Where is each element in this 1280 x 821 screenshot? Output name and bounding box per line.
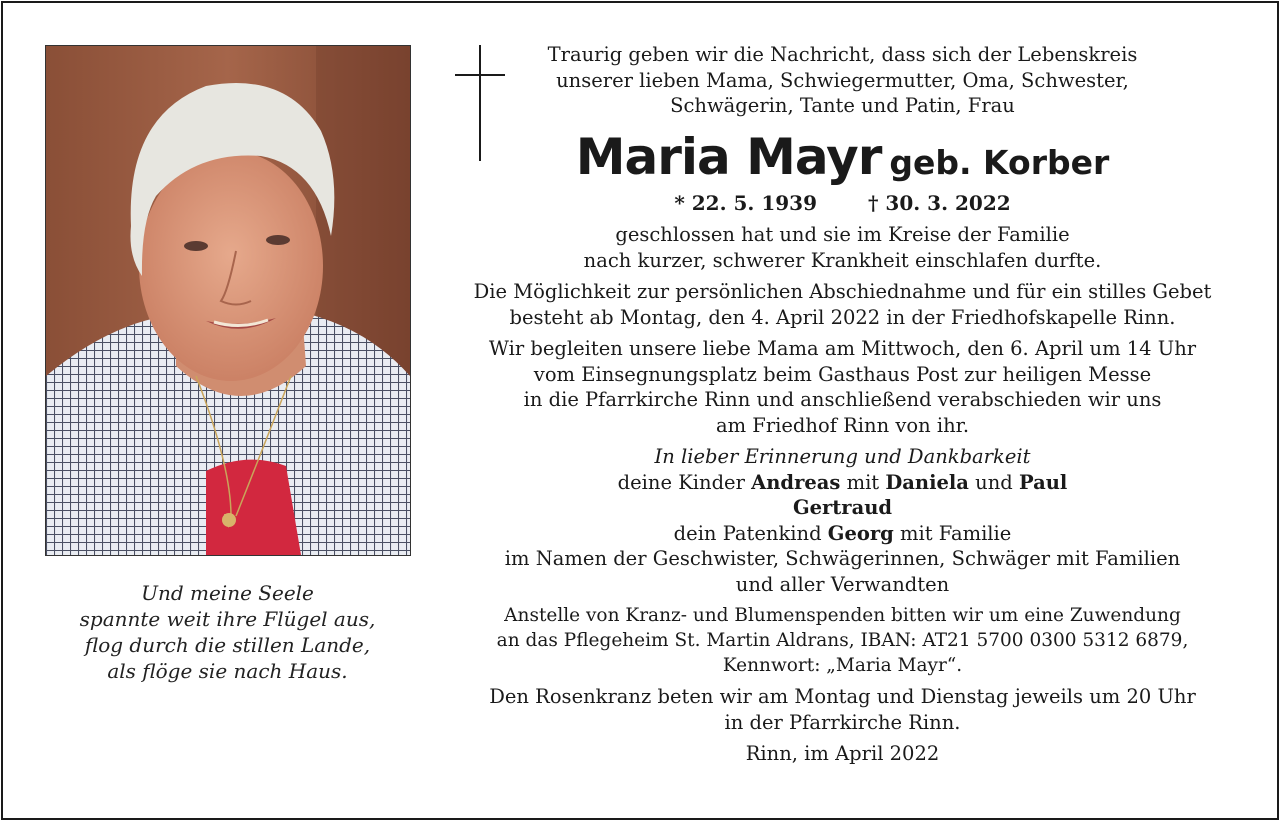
funeral-line: in die Pfarrkirche Rinn und anschließend verabschieden wir uns: [523, 388, 1162, 411]
intro-line: unserer lieben Mama, Schwiegermutter, Oma, Schwester,: [556, 68, 1129, 92]
godchild-suffix: mit Familie: [899, 521, 1012, 545]
rosary-line: in der Pfarrkirche Rinn.: [724, 710, 961, 734]
death-text-line: nach kurzer, schwerer Krankheit einschlafen durfte.: [583, 248, 1102, 272]
birth-date: * 22. 5. 1939: [674, 190, 818, 215]
intro-line: Schwägerin, Tante und Patin, Frau: [670, 94, 1015, 117]
obituary-text: [440, 42, 1245, 767]
death-date: † 30. 3. 2022: [867, 190, 1011, 215]
life-dates: [440, 191, 1245, 217]
remembrance-line: In lieber Erinnerung und Dankbarkeit: [654, 445, 1031, 468]
poem-line: als flöge sie nach Haus.: [107, 659, 348, 683]
with-word: mit: [846, 470, 880, 494]
funeral-line: Wir begleiten unsere liebe Mama am Mittwoch, den 6. April um 14 Uhr: [488, 337, 1197, 360]
donation-line: Kennwort: „Maria Mayr“.: [722, 655, 963, 676]
donation-line: Anstelle von Kranz- und Blumenspenden bitten wir um eine Zuwendung: [504, 605, 1181, 626]
relatives-line: und aller Verwandten: [735, 572, 950, 596]
portrait-illustration: [46, 46, 410, 555]
farewell-line: Die Möglichkeit zur persönlichen Abschiednahme und für ein stilles Gebet: [473, 280, 1212, 303]
child-name: Paul: [1018, 470, 1068, 494]
death-text-line: geschlossen hat und sie im Kreise der Familie: [615, 223, 1070, 246]
place-date: Rinn, im April 2022: [745, 742, 940, 765]
children-line: [440, 470, 1245, 496]
godchild-line: [440, 521, 1245, 547]
poem: [40, 580, 415, 684]
poem-line: flog durch die stillen Lande,: [84, 633, 371, 657]
deceased-name: [440, 125, 1245, 189]
and-word: und: [975, 470, 1013, 494]
godchild-name: Georg: [827, 521, 894, 545]
name-main: Maria Mayr: [575, 127, 882, 186]
siblings-line: im Namen der Geschwister, Schwägerinnen, Schwäger mit Familien: [504, 547, 1181, 570]
funeral-line: am Friedhof Rinn von ihr.: [715, 413, 970, 437]
children-prefix: deine Kinder: [617, 470, 745, 494]
farewell-line: besteht ab Montag, den 4. April 2022 in der Friedhofskapelle Rinn.: [509, 305, 1176, 329]
rosary-line: Den Rosenkranz beten wir am Montag und Dienstag jeweils um 20 Uhr: [489, 685, 1196, 708]
poem-line: spannte weit ihre Flügel aus,: [79, 607, 376, 631]
donation-line: an das Pflegeheim St. Martin Aldrans, IBAN: AT21 5700 0300 5312 6879,: [496, 630, 1189, 651]
child-name: Gertraud: [792, 496, 893, 519]
partner-name: Daniela: [885, 470, 969, 494]
godchild-prefix: dein Patenkind: [673, 521, 822, 545]
child-name: Andreas: [751, 470, 841, 494]
child-line: [440, 495, 1245, 521]
portrait-photo: [45, 45, 411, 556]
intro-line: Traurig geben wir die Nachricht, dass sich der Lebenskreis: [547, 43, 1138, 66]
poem-line: Und meine Seele: [141, 581, 314, 605]
name-maiden: geb. Korber: [889, 142, 1110, 182]
funeral-line: vom Einsegnungsplatz beim Gasthaus Post zur heiligen Messe: [533, 362, 1152, 386]
